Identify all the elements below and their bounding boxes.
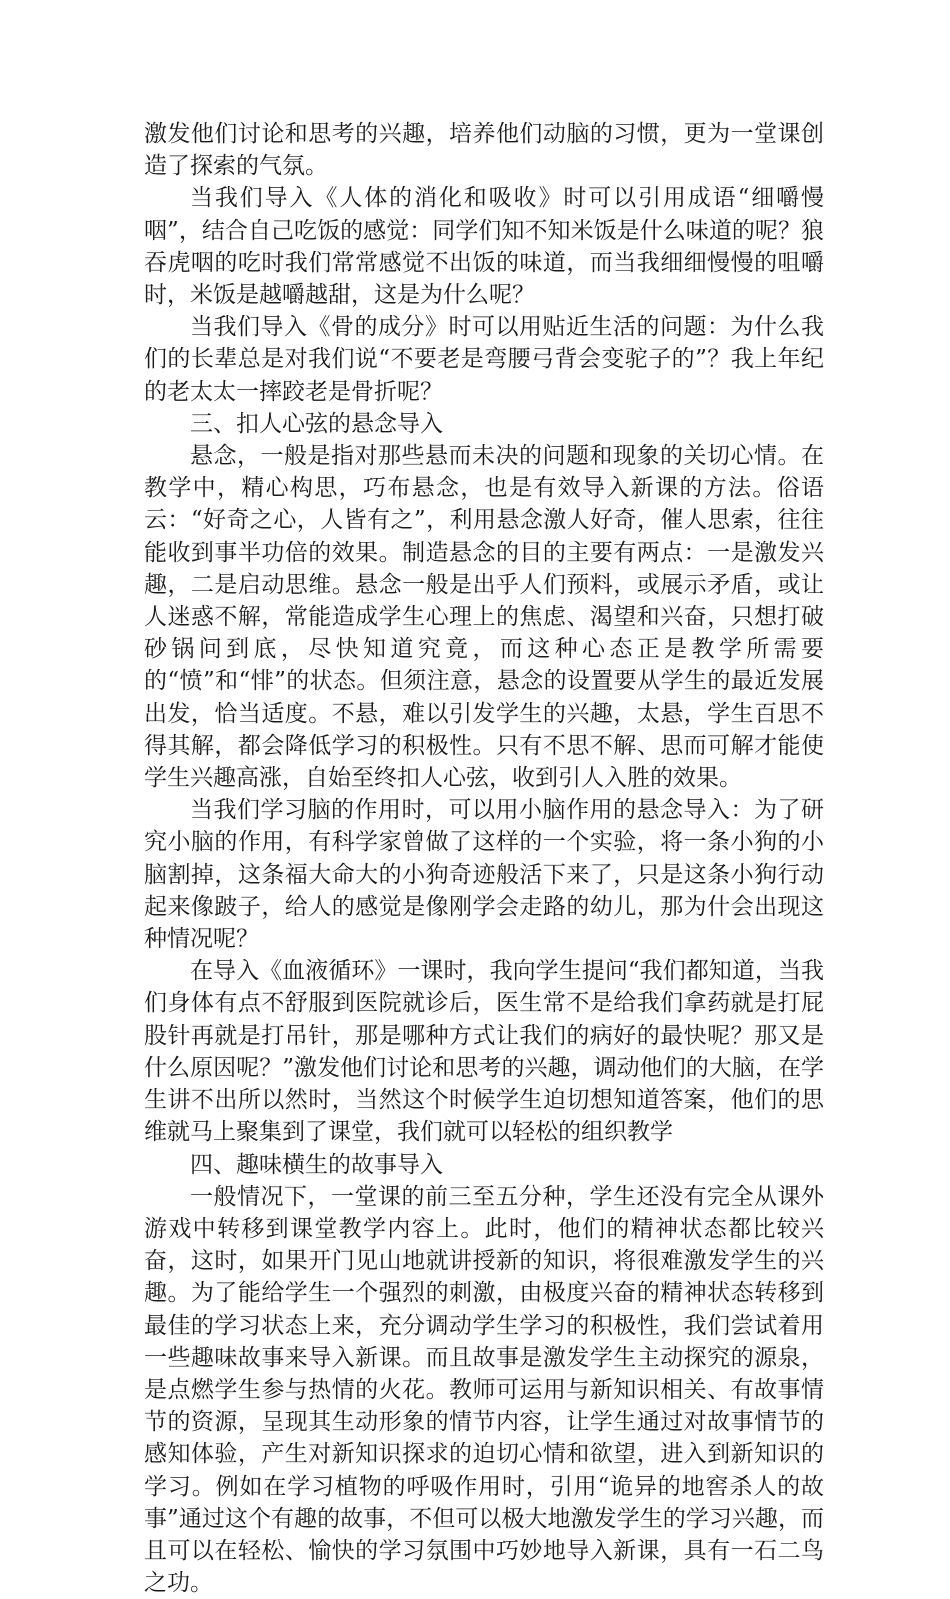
paragraph-digestion: 当我们导入《人体的消化和吸收》时可以引用成语“细嚼慢咽”，结合自己吃饭的感觉：同学们知不知米饭是什么味道的呢？狼吞虎咽的吃时我们常常感觉不出饭的味道，而当我细细慢慢的咀嚼时，米饭是越嚼越甜，这是为什么呢？ <box>144 185 824 309</box>
section-heading-story: 四、趣味横生的故事导入 <box>190 1151 443 1178</box>
paragraph-bone: 当我们导入《骨的成分》时可以用贴近生活的问题：为什么我们的长辈总是对我们说“不要老是弯腰弓背会变驼子的”？我上年纪的老太太一摔跤老是骨折呢？ <box>144 314 824 405</box>
paragraph-story-intro: 一般情况下，一堂课的前三至五分种，学生还没有完全从课外游戏中转移到课堂教学内容上。此时，他们的精神状态都比较兴奋，这时，如果开门见山地就讲授新的知识，将很难激发学生的兴趣。为了能给学生一个强烈的刺激，由极度兴奋的精神状态转移到最佳的学习状态上来，充分调动学生学习的积极性，我们尝试着用一些趣味故事来导入新课。而且故事是激发学生主动探究的源泉，是点燃学生参与热情的火花。教师可运用与新知识相关、有故事情节的资源，呈现其生动形象的情节内容，让学生通过对故事情节的感知体验，产生对新知识探求的迫切心情和欲望，进入到新知识的学习。例如在学习植物的呼吸作用时，引用“诡异的地窖杀人的故事”通过这个有趣的故事，不但可以极大地激发学生的学习兴趣，而且可以在轻松、愉快的学习氛围中巧妙地导入新课，具有一石二鸟之功。 <box>144 1183 824 1597</box>
paragraph-continuation: 激发他们讨论和思考的兴趣，培养他们动脑的习惯，更为一堂课创造了探索的气氛。 <box>144 121 824 180</box>
paragraph-cerebellum: 当我们学习脑的作用时，可以用小脑作用的悬念导入：为了研究小脑的作用，有科学家曾做了这样的一个实验，将一条小狗的小脑割掉，这条福大命大的小狗奇迹般活下来了，只是这条小狗行动起来像跛子，给人的感觉是像刚学会走路的幼儿，那为什会出现这种情况呢？ <box>144 797 824 953</box>
paragraph-blood-circulation: 在导入《血液循环》一课时，我向学生提问“我们都知道，当我们身体有点不舒服到医院就诊后，医生常不是给我们拿药就是打屁股针再就是打吊针，那是哪种方式让我们的病好的最快呢？那又是什么原因呢？”激发他们讨论和思考的兴趣，调动他们的大脑，在学生讲不出所以然时，当然这个时候学生迫切想知道答案，他们的思维就马上聚集到了课堂，我们就可以轻松的组织教学 <box>144 958 824 1146</box>
section-heading-suspense: 三、扣人心弦的悬念导入 <box>190 410 443 437</box>
paragraph-suspense-intro: 悬念，一般是指对那些悬而未决的问题和现象的关切心情。在教学中，精心构思，巧布悬念，也是有效导入新课的方法。俗语云：“好奇之心，人皆有之”，利用悬念激人好奇，催人思索，往往能收到事半功倍的效果。制造悬念的目的主要有两点：一是激发兴趣，二是启动思维。悬念一般是出乎人们预料，或展示矛盾，或让人迷惑不解，常能造成学生心理上的焦虑、渴望和兴奋，只想打破砂锅问到底，尽快知道究竟，而这种心态正是教学所需要的“愤”和“悱”的状态。但须注意，悬念的设置要从学生的最近发展出发，恰当适度。不悬，难以引发学生的兴趣，太悬，学生百思不得其解，都会降低学习的积极性。只有不思不解、思而可解才能使学生兴趣高涨，自始至终扣人心弦，收到引人入胜的效果。 <box>144 443 824 792</box>
document-page <box>144 118 824 1599</box>
